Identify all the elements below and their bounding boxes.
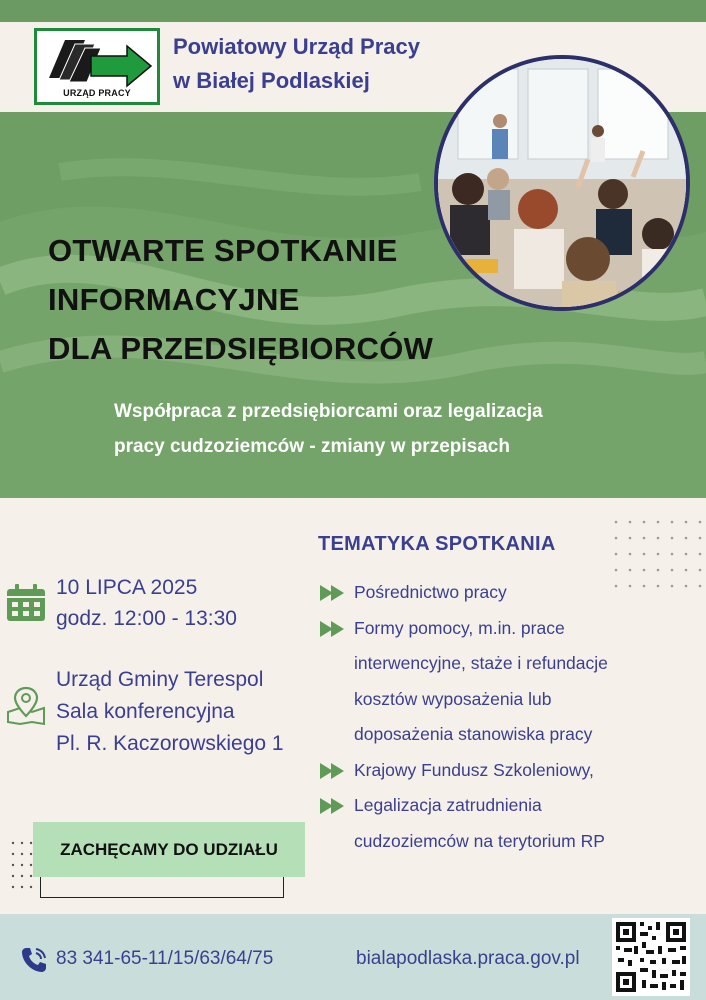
topic-item — [320, 575, 700, 611]
website-link[interactable]: bialapodlaska.praca.gov.pl — [356, 948, 580, 969]
event-datetime — [56, 572, 237, 634]
phone-number[interactable]: 83 341-65-11/15/63/64/75 — [56, 948, 274, 969]
org-name-line1: Powiatowy Urząd Pracy — [173, 34, 420, 59]
arrow-bullet-icon — [320, 585, 348, 601]
calendar-icon — [6, 584, 46, 622]
location-pin-icon — [6, 686, 46, 726]
meeting-photo-illustration — [438, 59, 686, 307]
logo-icon — [41, 34, 155, 92]
topic-line: Legalizacja zatrudnienia — [354, 795, 542, 815]
title-line2: INFORMACYJNE — [48, 282, 300, 317]
main-title — [48, 226, 433, 373]
event-date: 10 LIPCA 2025 — [56, 576, 198, 599]
topic-line: Pośrednictwo pracy — [354, 582, 507, 602]
topic-line: Formy pomocy, m.in. prace — [354, 617, 565, 638]
subtitle — [114, 394, 674, 464]
topic-item — [320, 611, 700, 753]
qr-code-icon — [612, 918, 690, 996]
title-line3: DLA PRZEDSIĘBIORCÓW — [48, 331, 434, 366]
arrow-bullet-icon — [320, 621, 348, 637]
arrow-bullet-icon — [320, 798, 348, 814]
phone-icon — [20, 946, 48, 974]
logo — [34, 28, 160, 105]
event-time: godz. 12:00 - 13:30 — [56, 607, 237, 630]
topics-list — [320, 575, 700, 859]
topic-item — [320, 788, 700, 859]
org-name — [173, 30, 420, 98]
title-line1: OTWARTE SPOTKANIE — [48, 233, 398, 268]
topic-line: doposażenia stanowiska pracy — [354, 724, 593, 744]
place-line3: Pl. R. Kaczorowskiego 1 — [56, 732, 284, 755]
topics-title: TEMATYKA SPOTKANIA — [318, 533, 556, 555]
subtitle-line2: pracy cudzoziemców - zmiany w przepisach — [114, 436, 510, 457]
qr-code[interactable] — [612, 918, 690, 996]
place-line1: Urząd Gminy Terespol — [56, 668, 264, 691]
meeting-photo — [434, 55, 690, 311]
subtitle-line1: Współpraca z przedsiębiorcami oraz legalizacja — [114, 401, 543, 422]
arrow-bullet-icon — [320, 763, 348, 779]
cta-banner: ZACHĘCAMY DO UDZIAŁU — [33, 822, 305, 877]
logo-text: URZĄD PRACY — [63, 88, 131, 98]
event-place — [56, 664, 284, 760]
topic-line: interwencyjne, staże i refundacje — [354, 653, 608, 673]
top-strip — [0, 0, 706, 22]
topic-line: cudzoziemców na terytorium RP — [354, 830, 605, 851]
org-name-line2: w Białej Podlaskiej — [173, 68, 370, 93]
topic-line: Krajowy Fundusz Szkoleniowy, — [354, 759, 594, 780]
topic-item — [320, 753, 700, 789]
topic-line: kosztów wyposażenia lub — [354, 688, 552, 709]
place-line2: Sala konferencyjna — [56, 700, 235, 723]
